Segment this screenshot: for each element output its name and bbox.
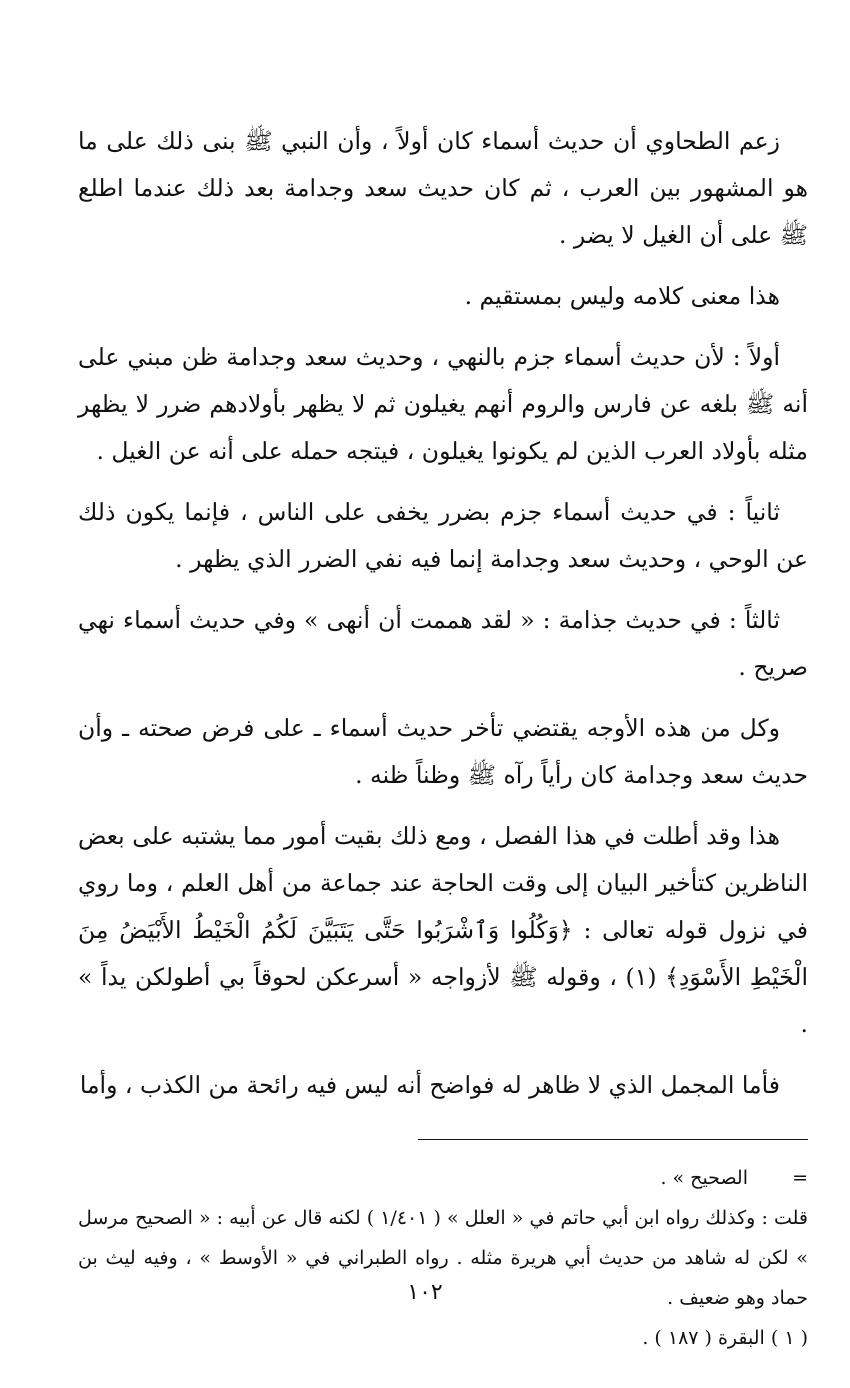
paragraph-mujmal: فأما المجمل الذي لا ظاهر له فواضح أنه ليس فيه رائحة من الكذب ، وأما <box>79 1071 780 1099</box>
footnote-continuation <box>78 1158 808 1198</box>
paragraph-remaining-issues: هذا وقد أطلت في هذا الفصل ، ومع ذلك بقيت أمور مما يشتبه على بعض الناظرين كتأخير البيان إلى وقت الحاجة عند جماعة من أهل العلم ، وما روي في نزول قوله تعالى : ﴿وَكُلُوا وَٱشْرَبُوا حَتَّى يَتَبَيَّنَ لَكُمُ الْخَيْطُ الأَبْيَضُ مِنَ الْخَيْطِ الأَسْوَدِ﴾ (١) ، وقوله ﷺ لأزواجه « أسرعكن لحوقاً بي أطولكن يداً » . <box>78 822 808 1038</box>
continuation-text: الصحيح » . <box>660 1167 748 1189</box>
paragraph-meaning: هذا معنى كلامه وليس بمستقيم . <box>464 282 780 310</box>
continuation-mark: = <box>792 1167 808 1189</box>
footnote-divider-wrap <box>78 1123 808 1158</box>
footnote-1: ( ١ ) البقرة ( ١٨٧ ) . <box>642 1327 808 1349</box>
page-number: ١٠٢ <box>407 1280 443 1305</box>
paragraph-third-point: ثالثاً : في حديث جذامة : « لقد هممت أن أنهى » وفي حديث أسماء نهي صريح . <box>78 606 808 681</box>
paragraph-tahawi-claim: زعم الطحاوي أن حديث أسماء كان أولاً ، وأن النبي ﷺ بنى ذلك على ما هو المشهور بين العرب ، ثم كان حديث سعد وجدامة بعد ذلك عندما اطلع ﷺ على أن الغيل لا يضر . <box>78 127 808 249</box>
paragraph-first-point: أولاً : لأن حديث أسماء جزم بالنهي ، وحديث سعد وجدامة ظن مبني على أنه ﷺ بلغه عن فارس والروم أنهم يغيلون ثم لا يظهر بأولادهم ضرر لا يظهر مثله بأولاد العرب الذين لم يكونوا يغيلون ، فيتجه حمله على أنه عن الغيل . <box>78 343 808 465</box>
footnote-divider <box>418 1139 808 1140</box>
paragraph-conclusion: وكل من هذه الأوجه يقتضي تأخر حديث أسماء ـ على فرض صحته ـ وأن حديث سعد وجدامة كان رأياً رآه ﷺ وظناً ظنه . <box>78 714 808 789</box>
page-body <box>78 118 808 1358</box>
paragraph-second-point: ثانياً : في حديث أسماء جزم بضرر يخفى على الناس ، فإنما يكون ذلك عن الوحي ، وحديث سعد وجدامة إنما فيه نفي الضرر الذي يظهر . <box>78 498 808 573</box>
footnote-commentary: قلت : وكذلك رواه ابن أبي حاتم في « العلل » ( ١/٤٠١ ) لكنه قال عن أبيه : « الصحيح مرسل » لكن له شاهد من حديث أبي هريرة مثله . رواه الطبراني في « الأوسط » ، وفيه ليث بن حماد وهو ضعيف . <box>78 1207 808 1309</box>
